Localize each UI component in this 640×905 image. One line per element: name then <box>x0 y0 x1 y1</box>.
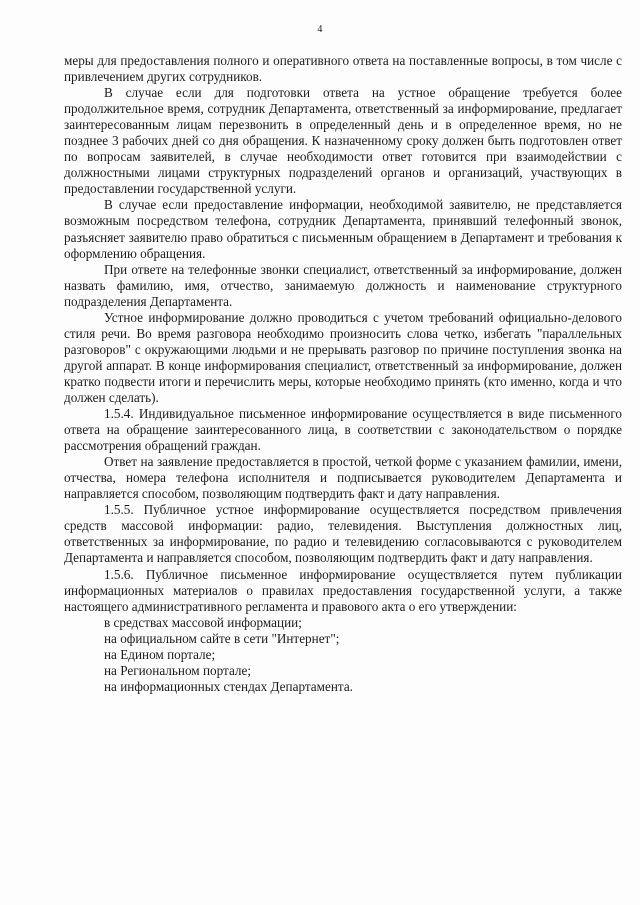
paragraph-oral-informing-style: Устное информирование должно проводиться с учетом требований официально-делового стиля речи. Во время разговора необходимо произносить слова четко, избегать "параллельных разговоров" с окружающими людьми и не прерывать разговор по причине поступления звонка на другой аппарат. В конце информирования специалист, ответственный за информирование, должен кратко подвести итоги и перечислить меры, которые необходимо принять (кто именно, когда и что должен сделать). <box>64 309 622 405</box>
list-item: на Едином портале; <box>104 646 216 662</box>
paragraph-1-5-4: 1.5.4. Индивидуальное письменное информирование осуществляется в виде письменного ответа на обращение заинтересованного лица, в соответствии с законодательством о порядке рассмотрения обращений граждан. <box>64 406 622 454</box>
list-item: на Региональном портале; <box>104 662 252 678</box>
list-item: в средствах массовой информации; <box>104 614 302 630</box>
paragraph-continuation: меры для предоставления полного и оперативного ответа на поставленные вопросы, в том числе с привлечением других сотрудников. <box>64 53 622 85</box>
paragraph-written-request-right: В случае если предоставление информации, необходимой заявителю, не представляется возможным посредством телефона, сотрудник Департамента, принявший телефонный звонок, разъясняет заявителю право обратиться с письменным обращением в Департамент и требования к оформлению обращения. <box>64 197 622 261</box>
paragraph-phone-answer-rules: При ответе на телефонные звонки специалист, ответственный за информирование, должен назвать фамилию, имя, отчество, занимаемую должность и наименование структурного подразделения Департамента. <box>64 261 622 309</box>
paragraph-1-5-6: 1.5.6. Публичное письменное информирование осуществляется путем публикации информационных материалов о правилах предоставления государственной услуги, а также настоящего административного регламента и правового акта о его утверждении: <box>64 566 622 614</box>
publication-channels-list <box>64 615 622 695</box>
paragraph-answer-form: Ответ на заявление предоставляется в простой, четкой форме с указанием фамилии, имени, отчества, номера телефона исполнителя и подписывается руководителем Департамента и направляется способом, позволяющим подтвердить факт и дату направления. <box>64 454 622 502</box>
document-body <box>64 53 622 695</box>
paragraph-1-5-5: 1.5.5. Публичное устное информирование осуществляется посредством привлечения средств массовой информации: радио, телевидения. Выступления должностных лиц, ответственных за информирование, по радио и телевидению согласовываются с руководителем Департамента и направляется способом, позволяющим подтвердить факт и дату направления. <box>64 502 622 566</box>
list-item: на официальном сайте в сети "Интернет"; <box>104 630 340 646</box>
list-item: на информационных стендах Департамента. <box>104 678 353 694</box>
page-number: 4 <box>317 24 323 35</box>
paragraph-callback-procedure: В случае если для подготовки ответа на устное обращение требуется более продолжительное время, сотрудник Департамента, ответственный за информирование, предлагает заинтересованным лицам перезвонить в определенный день и в определенное время, но не позднее 3 рабочих дней со дня обращения. К назначенному сроку должен быть подготовлен ответ по вопросам заявителей, в случае необходимости ответ готовится при взаимодействии с должностными лицами структурных подразделений органов и организаций, участвующих в предоставлении государственной услуги. <box>64 85 622 197</box>
